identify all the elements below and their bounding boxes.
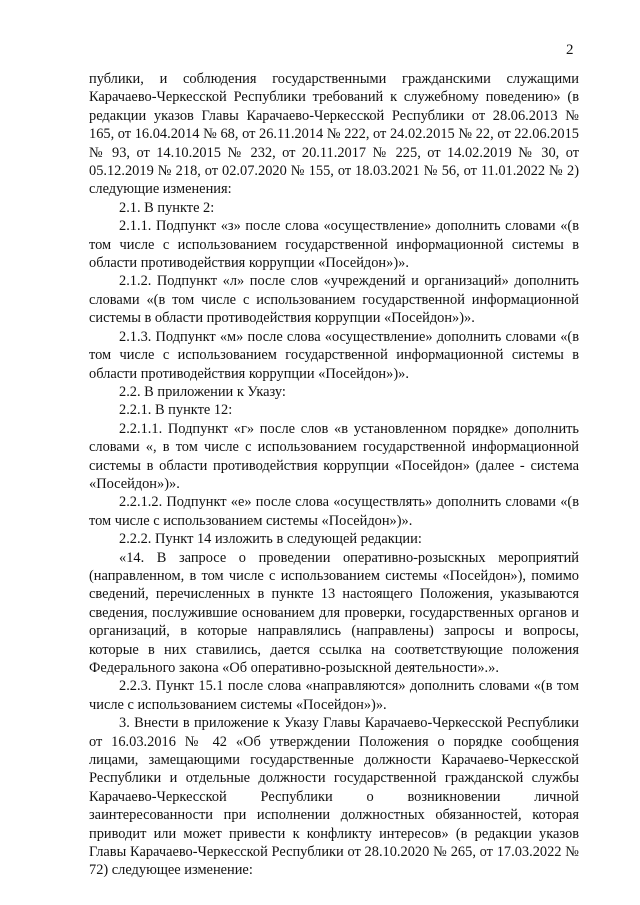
- paragraph-2-1-3: 2.1.3. Подпункт «м» после слова «осуществление» дополнить словами «(в том числе с использованием государственной информационной системы в области противодействия коррупции «Посейдон»)».: [89, 328, 579, 382]
- paragraph-2-2-1: 2.2.1. В пункте 12:: [119, 402, 233, 419]
- paragraph-2-2-1-2: 2.2.1.2. Подпункт «е» после слова «осуществлять» дополнить словами «(в том числе с использованием системы «Посейдон»)».: [89, 494, 579, 529]
- paragraph-3: 3. Внести в приложение к Указу Главы Карачаево-Черкесской Республики от 16.03.2016 № 42 «Об утверждении Положения о порядке сообщения лицами, замещающими государственные должности Карачаево-Черкесской Республики и отдельные должности государственной гражданской службы Карачаево-Черкесской Республики о возникновении личной заинтересованности при исполнении должностных обязанностей, которая приводит или может привести к конфликту интересов» (в редакции указов Главы Карачаево-Черкесской Республики от 28.10.2020 № 265, от 17.03.2022 № 72) следующее изменение:: [89, 715, 579, 879]
- paragraph-2-2-1-1: 2.2.1.1. Подпункт «г» после слов «в установленном порядке» дополнить словами «, в том числе с использованием государственной информационной системы в области противодействия коррупции «Посейдон» (далее - система «Посейдон»)».: [89, 420, 579, 492]
- paragraph-2-2: 2.2. В приложении к Указу:: [119, 383, 286, 400]
- paragraph-2-2-2: 2.2.2. Пункт 14 изложить в следующей редакции:: [119, 531, 422, 548]
- paragraph-2-2-3: 2.2.3. Пункт 15.1 после слова «направляются» дополнить словами «(в том числе с использованием системы «Посейдон»)».: [89, 678, 579, 713]
- paragraph-quoted-14: «14. В запросе о проведении оперативно-розыскных мероприятий (направленном, в том числе с использованием системы «Посейдон»), помимо сведений, перечисленных в пункте 13 настоящего Положения, указываются сведения, послужившие основанием для проверки, государственных органов и организаций, в которые направлялись (направлены) запросы и вопросы, которые в них ставились, дается ссылка на соответствующие положения Федерального закона «Об оперативно-розыскной деятельности».».: [89, 549, 579, 676]
- document-body: [89, 70, 579, 880]
- paragraph-2-1-1: 2.1.1. Подпункт «з» после слова «осуществление» дополнить словами «(в том числе с использованием государственной информационной системы в области противодействия коррупции «Посейдон»)».: [89, 218, 579, 272]
- paragraph-continuation: публики, и соблюдения государственными гражданскими служащими Карачаево-Черкесской Республики требований к служебному поведению» (в редакции указов Главы Карачаево-Черкесской Республики от 28.06.2013 № 165, от 16.04.2014 № 68, от 26.11.2014 № 222, от 24.02.2015 № 22, от 22.06.2015 № 93, от 14.10.2015 № 232, от 20.11.2017 № 225, от 14.02.2019 № 30, от 05.12.2019 № 218, от 02.07.2020 № 155, от 18.03.2021 № 56, от 11.01.2022 № 2) следующие изменения:: [89, 71, 579, 198]
- paragraph-2-1-2: 2.1.2. Подпункт «л» после слов «учреждений и организаций» дополнить словами «(в том числе с использованием государственной информационной системы в области противодействия коррупции «Посейдон»)».: [89, 273, 579, 327]
- page-number: 2: [566, 42, 574, 58]
- paragraph-2-1: 2.1. В пункте 2:: [119, 199, 215, 216]
